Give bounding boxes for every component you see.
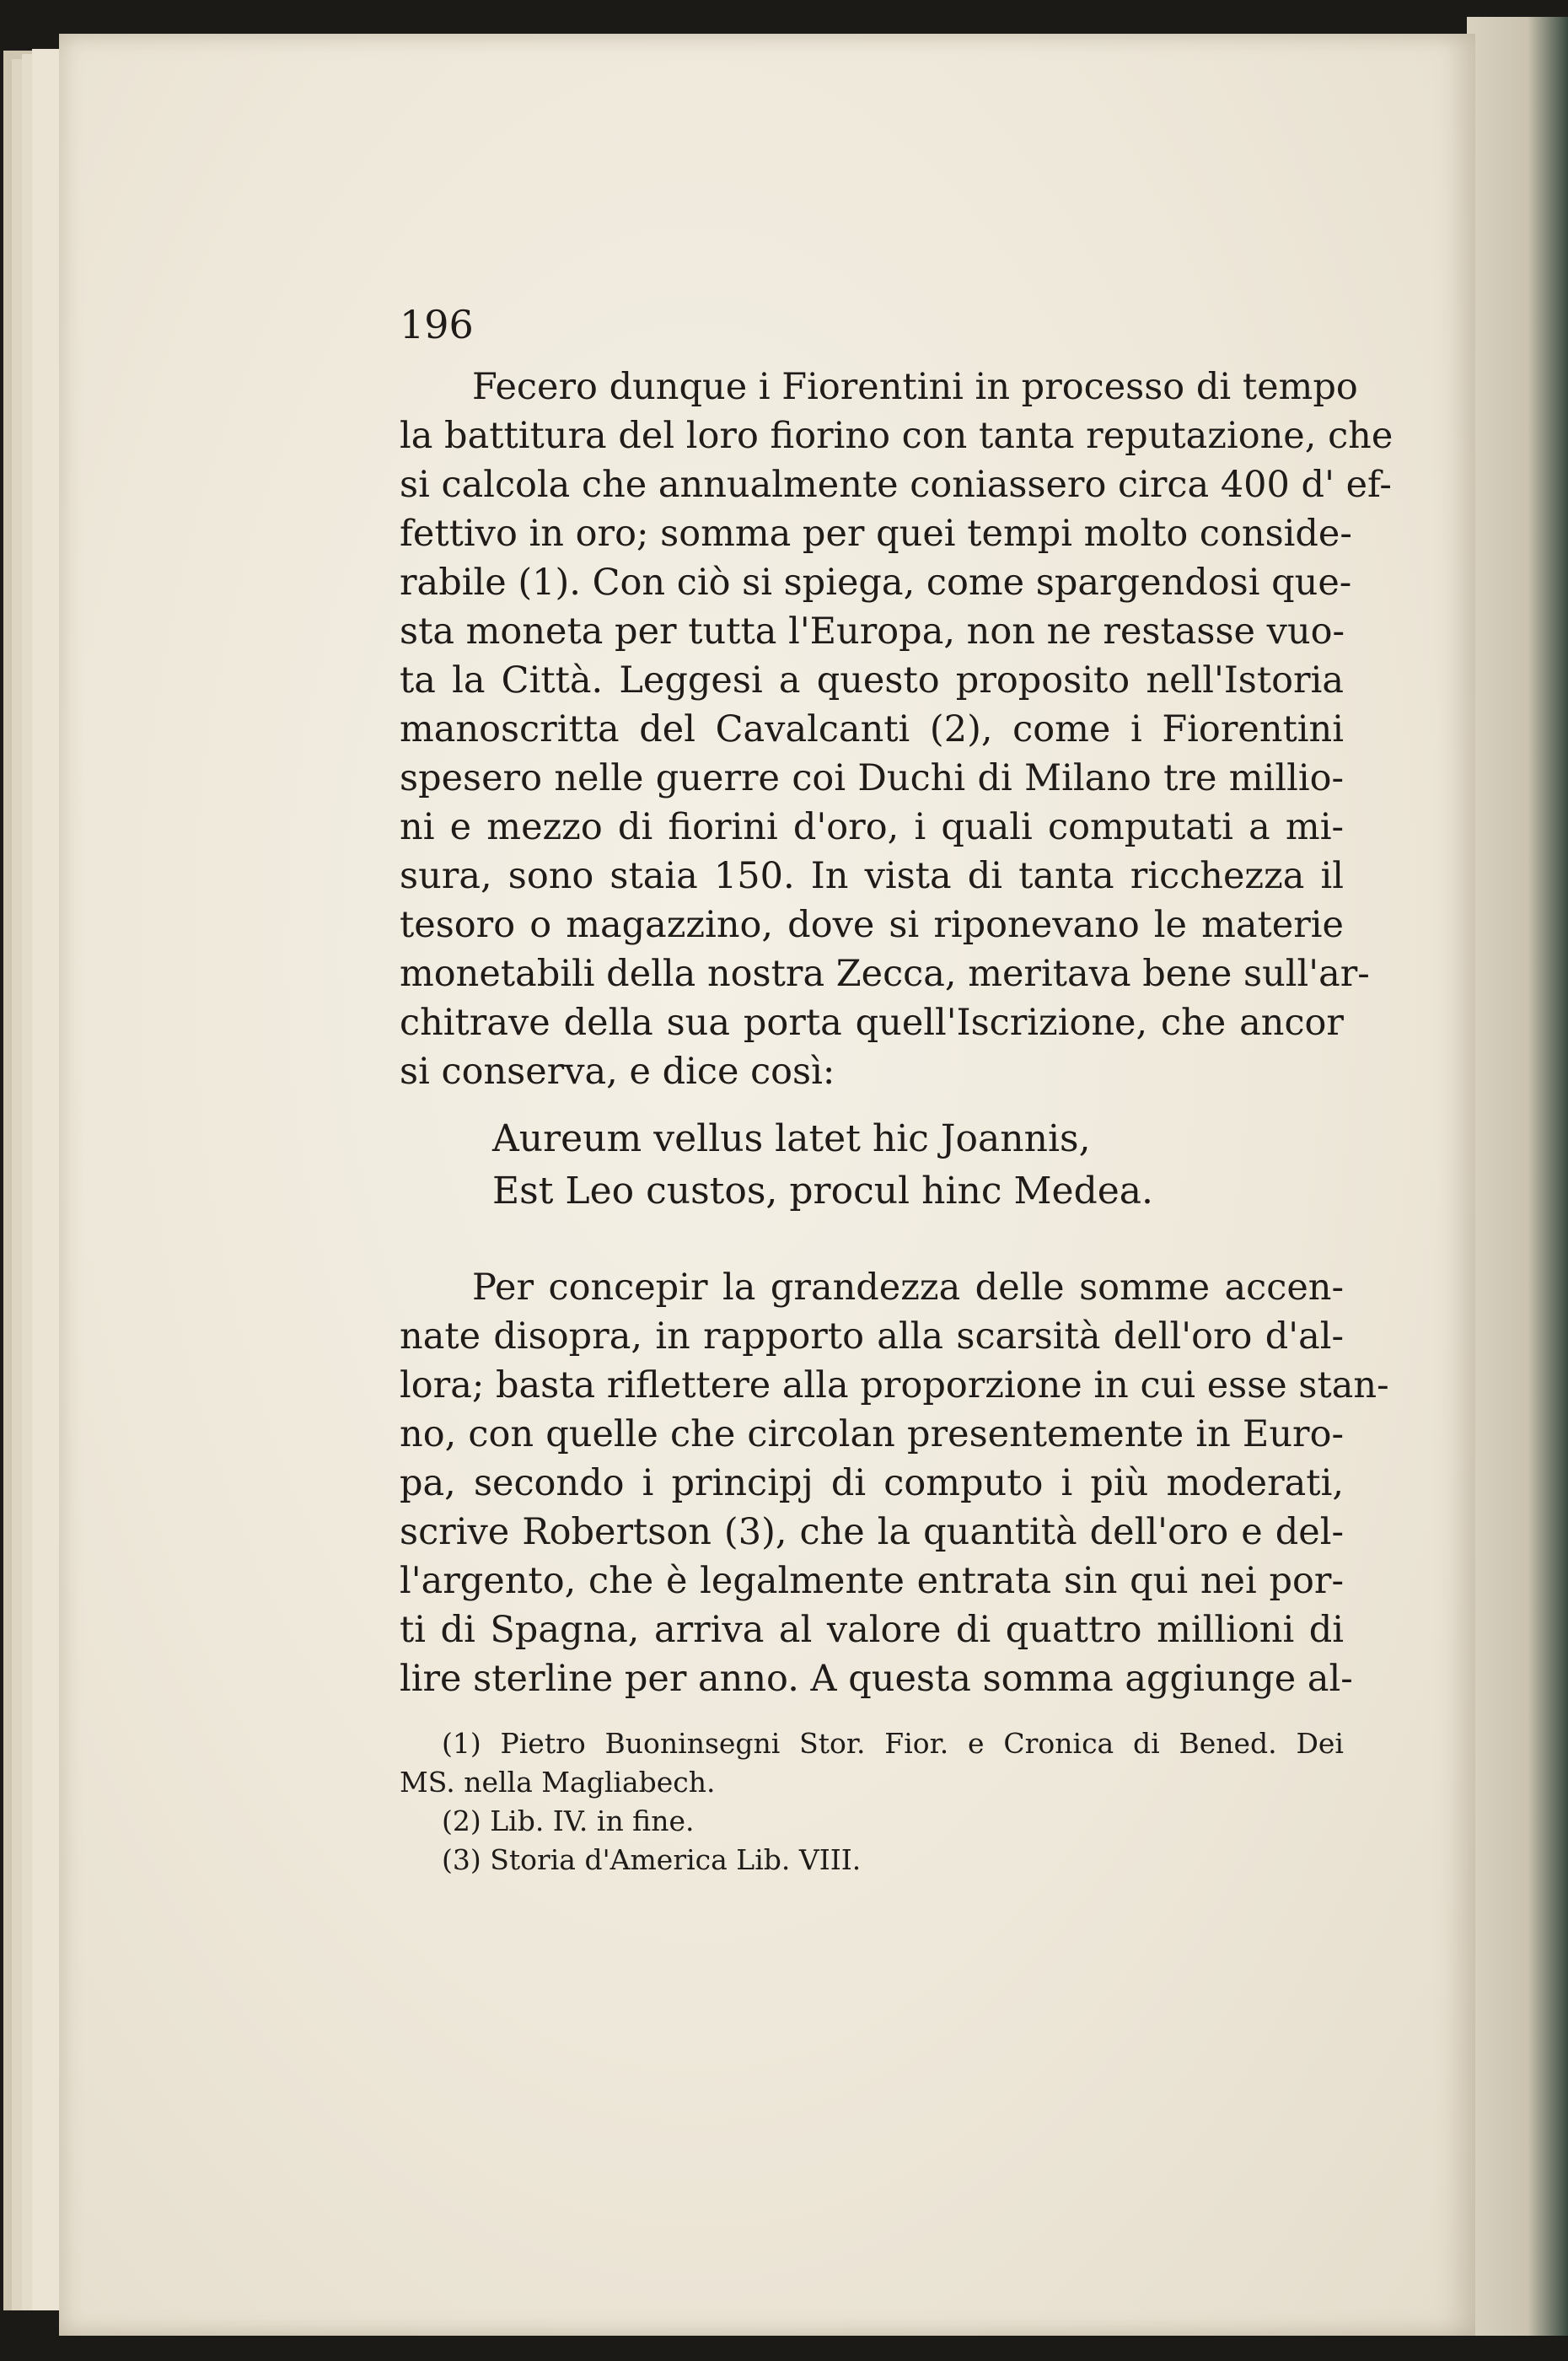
text-line: monetabili della nostra Zecca, meritava bene sull'ar- [400,953,1370,995]
book-page [59,34,1475,2336]
footnote-3: (3) Storia d'America Lib. VIII. [442,1843,862,1876]
paragraph-1 [400,363,1393,1096]
text-line: nate disopra, in rapporto alla scarsità dell'oro d'al- [400,1315,1344,1358]
verse-line: Aureum vellus latet hic Joannis, [492,1117,1091,1160]
adjacent-page [1467,17,1568,2336]
text-line: lire sterline per anno. A questa somma aggiunge al- [400,1658,1353,1700]
footnote-2: (2) Lib. IV. in fine. [442,1804,695,1837]
text-line: ni e mezzo di fiorini d'oro, i quali computati a mi- [400,806,1344,848]
text-line: si conserva, e dice così: [400,1051,835,1093]
text-line: Fecero dunque i Fiorentini in processo di tempo [472,366,1358,408]
text-line: chitrave della sua porta quell'Iscrizione, che ancor [400,1002,1344,1044]
footnote-1-continued: MS. nella Magliabech. [400,1766,716,1799]
text-line: spesero nelle guerre coi Duchi di Milano tre millio- [400,757,1344,799]
text-line: sta moneta per tutta l'Europa, non ne restasse vuo- [400,610,1345,653]
footnote-1: (1) Pietro Buoninsegni Stor. Fior. e Cronica di Bened. Dei [442,1727,1344,1760]
text-line: rabile (1). Con ciò si spiega, come spargendosi que- [400,562,1352,604]
text-line: pa, secondo i principj di computo i più moderati, [400,1462,1344,1504]
text-line: lora; basta riflettere alla proporzione in cui esse stan- [400,1364,1389,1406]
paragraph-2 [400,1263,1389,1703]
text-line: scrive Robertson (3), che la quantità dell'oro e del- [400,1511,1344,1553]
text-line: no, con quelle che circolan presentemente in Euro- [400,1413,1344,1455]
text-line: fettivo in oro; somma per quei tempi molto conside- [400,513,1352,555]
text-line: ta la Città. Leggesi a questo proposito nell'Istoria [400,659,1344,702]
text-line: manoscritta del Cavalcanti (2), come i Fiorentini [400,708,1344,750]
text-line: tesoro o magazzino, dove si riponevano le materie [400,904,1344,946]
footnotes [400,1724,1344,1880]
verse-line: Est Leo custos, procul hinc Medea. [492,1170,1154,1213]
text-line: si calcola che annualmente coniassero circa 400 d' ef- [400,464,1392,506]
text-line: sura, sono staia 150. In vista di tanta ricchezza il [400,855,1344,897]
text-line: Per concepir la grandezza delle somme accen- [472,1267,1344,1309]
text-line: l'argento, che è legalmente entrata sin qui nei por- [400,1560,1344,1602]
inscription-verse [492,1113,1153,1218]
text-line: la battitura del loro fiorino con tanta reputazione, che [400,415,1393,457]
text-line: ti di Spagna, arriva al valore di quattro millioni di [400,1609,1344,1651]
page-number: 196 [400,302,474,347]
